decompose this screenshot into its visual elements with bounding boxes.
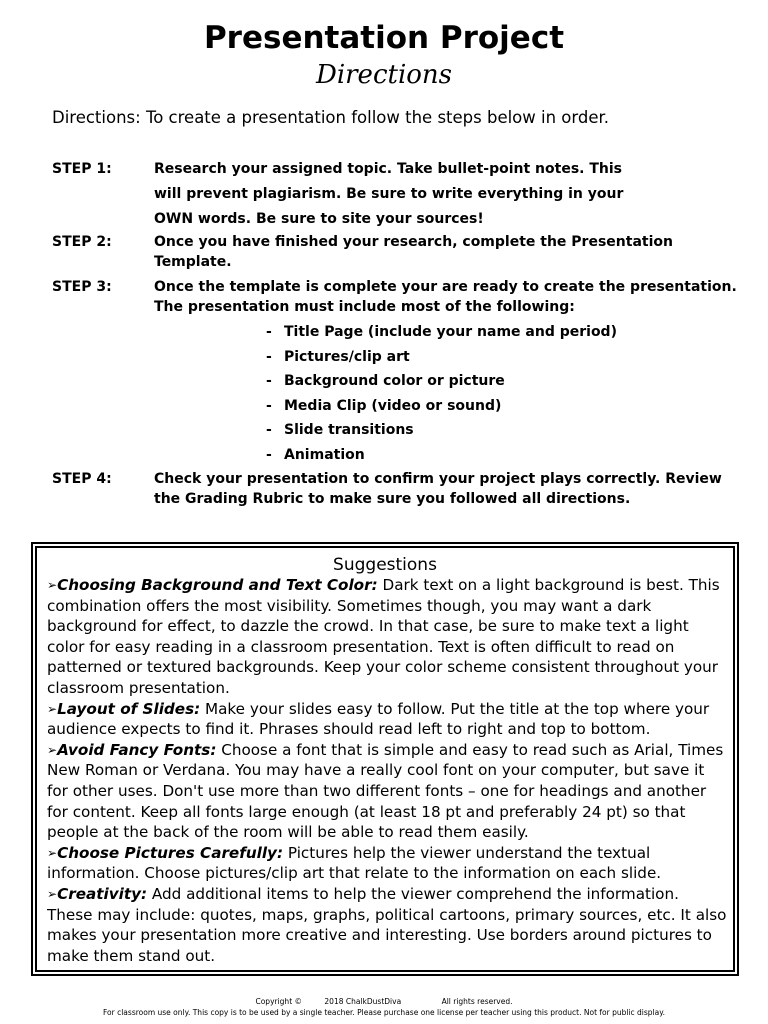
- step-label: STEP 4:: [52, 471, 112, 487]
- step-content: [154, 277, 742, 467]
- step-text-line: will prevent plagiarism. Be sure to write everything in your: [154, 186, 624, 202]
- step-text: Check your presentation to confirm your project plays correctly. Review the Grading Rubric to make sure you followed all directions.: [154, 471, 722, 507]
- suggestion-heading-colon: :: [210, 740, 217, 759]
- suggestion-item: [47, 699, 729, 740]
- suggestion-heading-colon: :: [140, 884, 148, 903]
- suggestion-heading-colon: :: [371, 576, 378, 594]
- step-label: STEP 1:: [52, 161, 112, 177]
- page-title: Presentation Project: [203, 20, 565, 56]
- suggestion-text: Make your slides easy to follow. Put the title at the top where your audience expects to find it. Phrases should read left to right and top to bottom.: [47, 699, 710, 739]
- suggestion-item: [47, 884, 729, 966]
- step-text: [154, 157, 742, 232]
- list-item-text: Pictures/clip art: [284, 348, 410, 365]
- list-item-text: Slide transitions: [284, 422, 414, 438]
- suggestion-text: Choose a font that is simple and easy to read such as Arial, Times New Roman or Verdana. You may have a really cool font on your computer, but save it for other uses. Don't use more than two different fonts – one for headings and another for content. Keep all fonts large enough (at least 18 pt and preferably 24 pt) so that people at the back of the room will be able to read them easily.: [47, 740, 724, 842]
- suggestion-heading: Choosing Background and Text Color: [57, 576, 372, 594]
- copyright-owner: 2018 ChalkDustDiva: [324, 997, 402, 1006]
- suggestion-heading: Creativity: [57, 884, 141, 903]
- step-3: [52, 277, 742, 467]
- steps-list: [52, 159, 742, 509]
- suggestion-heading-colon: :: [194, 699, 201, 718]
- step-2: [52, 232, 742, 272]
- suggestion-heading: Choose Pictures Carefully: [57, 843, 277, 862]
- copyright-line: [0, 996, 768, 1007]
- list-item: - Animation: [266, 446, 365, 463]
- suggestion-item: [47, 575, 729, 699]
- suggestion-item: [47, 843, 729, 884]
- suggestion-heading: Avoid Fancy Fonts: [57, 740, 211, 759]
- suggestions-box-inner: [35, 546, 735, 972]
- copyright-rights: All rights reserved.: [441, 997, 513, 1006]
- footer: [0, 996, 768, 1018]
- step-label: STEP 3:: [52, 279, 112, 295]
- suggestion-item: [47, 740, 729, 843]
- intro-text: Directions: To create a presentation follow the steps below in order.: [52, 108, 610, 127]
- copyright-label: Copyright ©: [255, 997, 303, 1006]
- suggestion-text: Dark text on a light background is best. This combination offers the most visibility. Sometimes though, you may want a dark background for effect, to dazzle the crowd. In that case, be sure to make text a light color for easy reading in a classroom presentation. Text is often difficult to read on patterned or textured backgrounds. Keep your color scheme consistent throughout your classroom presentation.: [47, 576, 720, 697]
- suggestions-list: [47, 575, 729, 966]
- list-item-text: Background color or picture: [284, 373, 505, 389]
- requirements-list: [154, 320, 742, 467]
- license-notice: For classroom use only. This copy is to be used by a single teacher. Please purchase one license per teacher using this product. Not for public display.: [103, 1008, 665, 1017]
- list-item: - Media Clip (video or sound): [266, 397, 502, 414]
- step-text: Once the template is complete your are ready to create the presentation. The presentation must include most of the following:: [154, 279, 737, 315]
- list-item-text: Media Clip (video or sound): [284, 397, 502, 414]
- arrow-bullet-icon: ➢: [47, 886, 58, 901]
- suggestions-title: Suggestions: [333, 555, 437, 575]
- suggestion-heading: Layout of Slides: [57, 699, 195, 718]
- step-text-line: OWN words. Be sure to site your sources!: [154, 211, 484, 227]
- arrow-bullet-icon: ➢: [47, 742, 58, 757]
- list-item: - Slide transitions: [266, 422, 414, 438]
- arrow-bullet-icon: ➢: [47, 845, 58, 860]
- list-item-text: Title Page (include your name and period): [284, 324, 617, 340]
- step-label: STEP 2:: [52, 234, 112, 250]
- step-4: [52, 469, 742, 509]
- list-item: - Title Page (include your name and period): [266, 324, 617, 340]
- step-text: Once you have finished your research, complete the Presentation Template.: [154, 234, 673, 270]
- step-text-line: Research your assigned topic. Take bullet-point notes. This: [154, 161, 622, 177]
- suggestions-box: [31, 542, 739, 976]
- arrow-bullet-icon: ➢: [47, 701, 58, 716]
- page-subtitle: Directions: [315, 60, 453, 90]
- list-item-text: Animation: [284, 446, 365, 463]
- arrow-bullet-icon: ➢: [47, 578, 58, 592]
- suggestion-text: Add additional items to help the viewer comprehend the information. These may include: quotes, maps, graphs, political cartoons, primary sources, etc. It also makes your presentation more creative and interesting. Use borders around pictures to make them stand out.: [47, 884, 727, 965]
- suggestion-text: Pictures help the viewer understand the textual information. Choose pictures/clip art that relate to the information on each slide.: [47, 843, 662, 883]
- suggestion-heading-colon: :: [276, 843, 284, 862]
- list-item: - Background color or picture: [266, 373, 505, 389]
- step-1: [52, 157, 742, 232]
- list-item: - Pictures/clip art: [266, 348, 410, 365]
